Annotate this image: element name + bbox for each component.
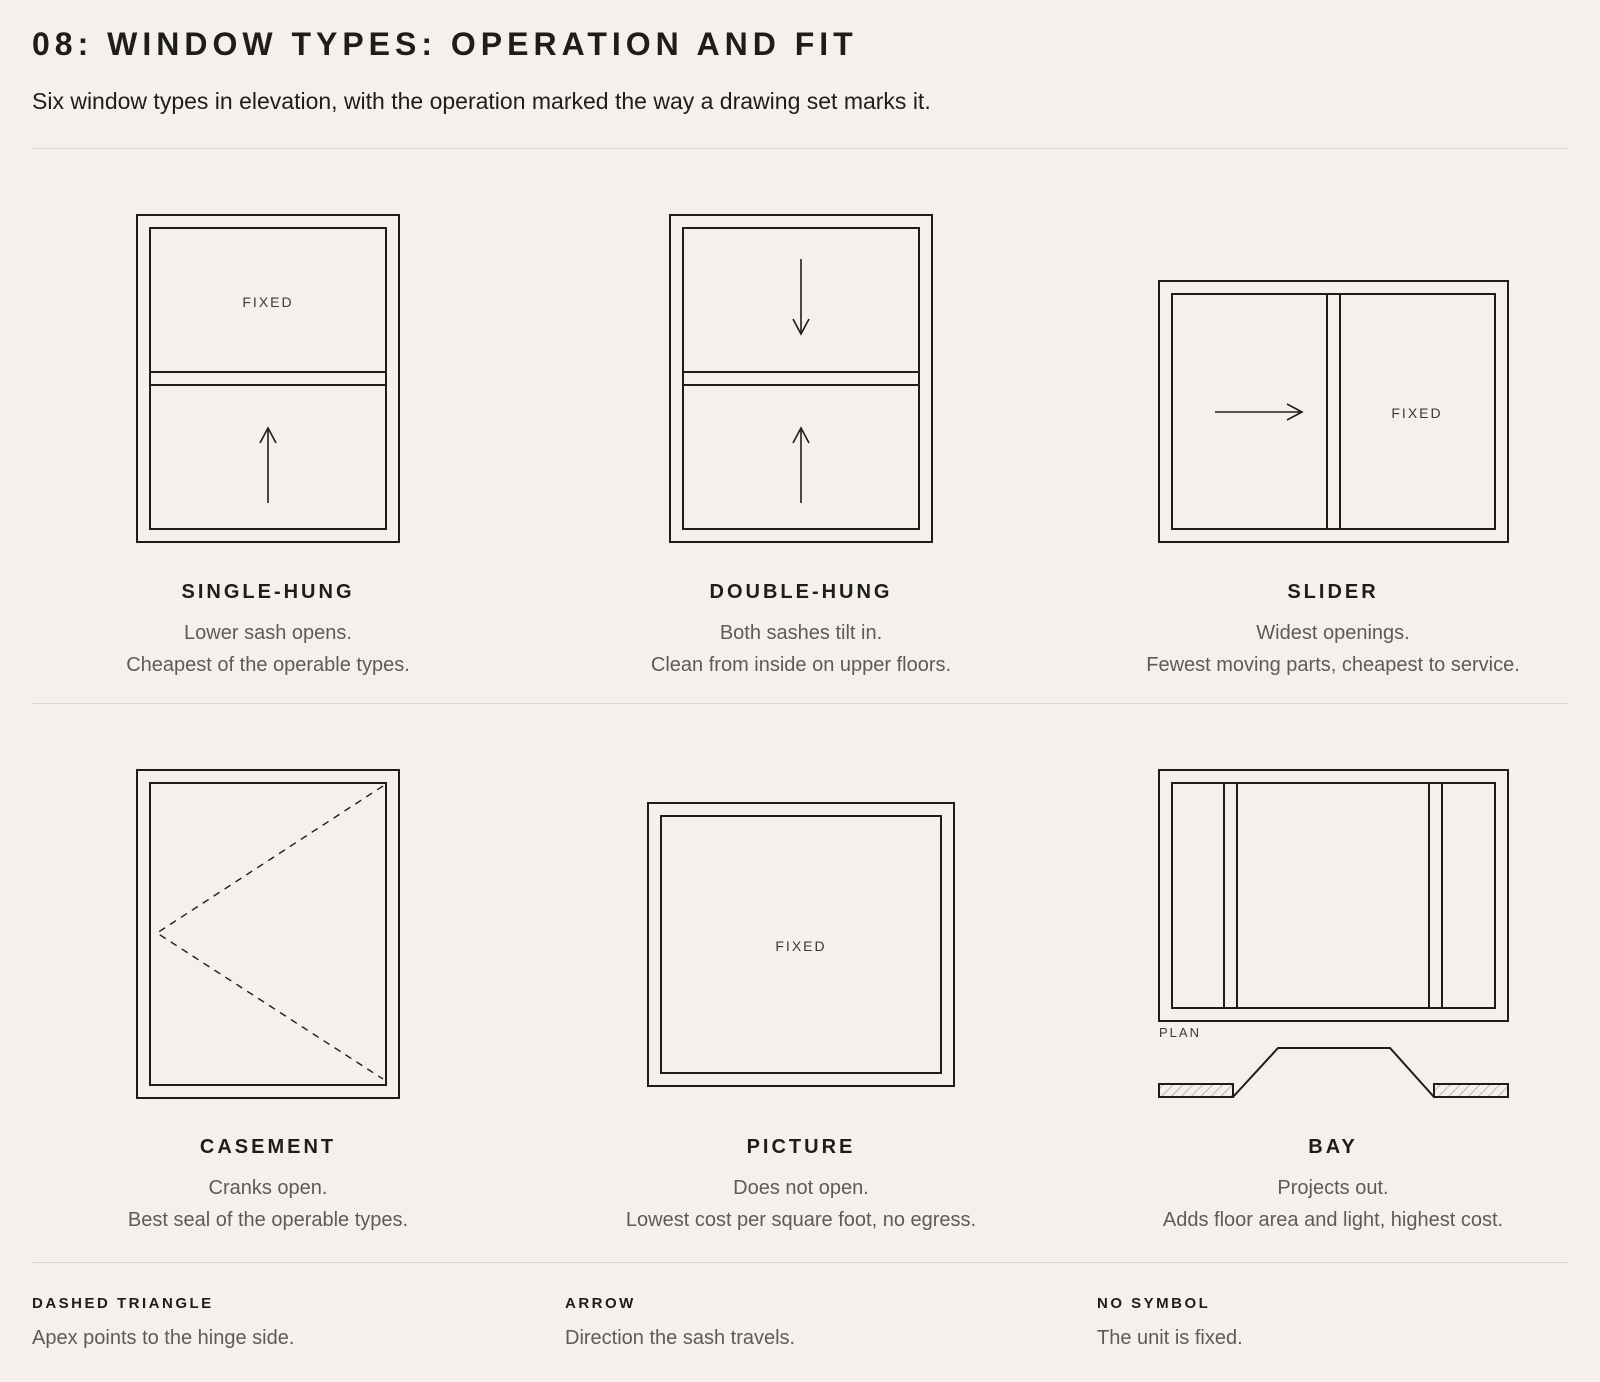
bay-plan-label: PLAN: [1159, 1025, 1201, 1040]
legend-no-symbol: [1097, 1294, 1577, 1352]
window-caption-bay: [1083, 1134, 1583, 1236]
slider-right-arrow-icon: [1215, 404, 1302, 420]
bay-plan-outline: [1233, 1048, 1434, 1097]
window-note-1: Cranks open.: [208, 1177, 328, 1199]
slider-fixed-label: FIXED: [1391, 405, 1443, 421]
window-note-1: Widest openings.: [1256, 622, 1410, 644]
slider-drawing: [1159, 281, 1508, 542]
casement-dashed-triangle-icon: [157, 786, 383, 1079]
window-note-2: Best seal of the operable types.: [127, 1209, 409, 1231]
legend-dashed-triangle: [32, 1294, 512, 1352]
window-note-1: Projects out.: [1277, 1177, 1389, 1199]
picture-fixed-label: FIXED: [775, 938, 827, 954]
legend-term: ARROW: [565, 1295, 636, 1312]
bay-outer-frame: [1159, 770, 1508, 1021]
page-subtitle: Six window types in elevation, with the operation marked the way a drawing set marks it.: [32, 88, 931, 114]
window-note-2: Clean from inside on upper floors.: [650, 654, 952, 676]
page-title: 08: WINDOW TYPES: OPERATION AND FIT: [32, 26, 858, 62]
window-note-2: Cheapest of the operable types.: [126, 654, 410, 676]
window-name: CASEMENT: [199, 1136, 337, 1158]
window-caption-casement: [18, 1134, 518, 1236]
bay-plan-wall-right: [1434, 1084, 1508, 1097]
slider-outer-frame: [1159, 281, 1508, 542]
bay-plan-diagram: [1159, 1048, 1508, 1097]
single-hung-drawing: [137, 215, 399, 542]
legend-term: NO SYMBOL: [1097, 1295, 1211, 1312]
window-name: DOUBLE-HUNG: [709, 581, 893, 603]
window-caption-double-hung: [551, 579, 1051, 681]
window-caption-single-hung: [18, 579, 518, 681]
window-name: BAY: [1308, 1136, 1358, 1158]
double-hung-up-arrow-icon: [793, 428, 809, 503]
casement-inner-frame: [150, 783, 386, 1085]
bay-inner-frame: [1172, 783, 1495, 1008]
window-name: SINGLE-HUNG: [181, 581, 355, 603]
window-note-1: Lower sash opens.: [184, 622, 352, 644]
window-caption-picture: [551, 1134, 1051, 1236]
double-hung-drawing: [670, 215, 932, 542]
single-hung-up-arrow-icon: [260, 428, 276, 503]
window-note-2: Fewest moving parts, cheapest to service.: [1146, 654, 1520, 676]
legend-definition: Direction the sash travels.: [565, 1327, 796, 1349]
window-note-1: Does not open.: [733, 1177, 869, 1199]
bay-plan-wall-left: [1159, 1084, 1233, 1097]
window-note-1: Both sashes tilt in.: [719, 622, 883, 644]
legend-arrow: [565, 1294, 1045, 1352]
single-hung-fixed-label: FIXED: [242, 294, 294, 310]
casement-drawing: [137, 770, 399, 1098]
legend-definition: Apex points to the hinge side.: [32, 1327, 295, 1349]
window-name: SLIDER: [1287, 581, 1379, 603]
casement-outer-frame: [137, 770, 399, 1098]
legend-definition: The unit is fixed.: [1097, 1327, 1243, 1349]
bay-drawing: [1159, 770, 1508, 1097]
window-note-2: Lowest cost per square foot, no egress.: [625, 1209, 977, 1231]
window-name: PICTURE: [746, 1136, 856, 1158]
picture-drawing: [648, 803, 954, 1086]
window-note-2: Adds floor area and light, highest cost.: [1162, 1209, 1504, 1231]
legend-term: DASHED TRIANGLE: [32, 1295, 214, 1312]
double-hung-down-arrow-icon: [793, 259, 809, 334]
window-caption-slider: [1083, 579, 1583, 681]
